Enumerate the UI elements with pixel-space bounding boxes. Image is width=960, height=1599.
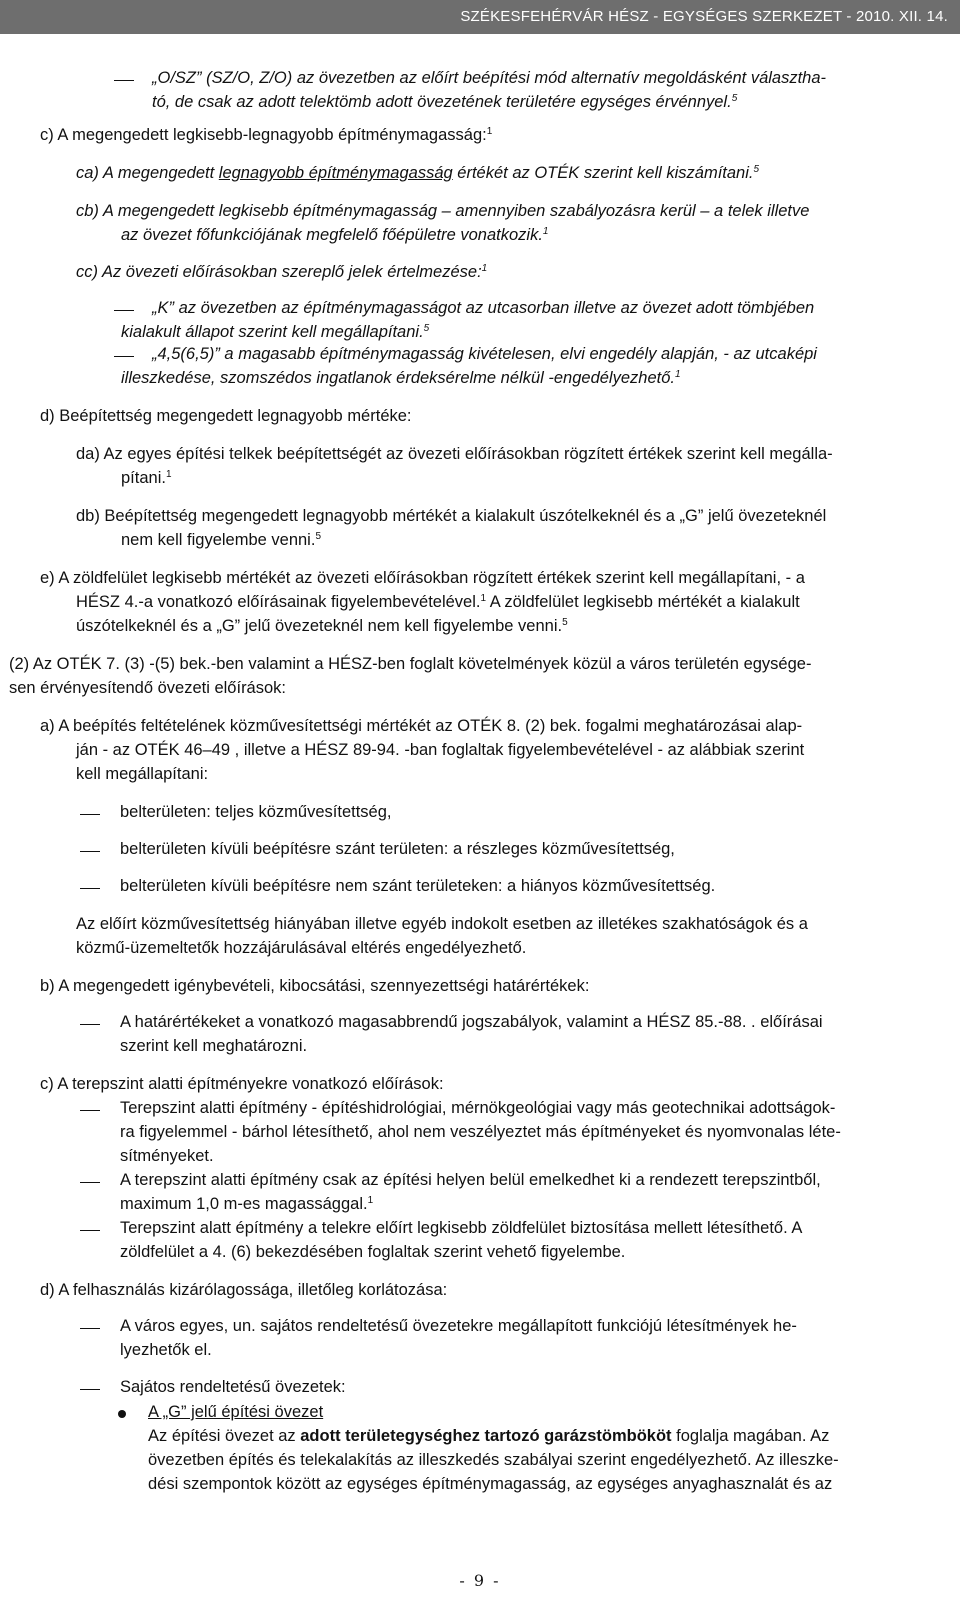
text-line: ca) A megengedett legnagyobb építménymagasság értékét az OTÉK szerint kell kiszámítani.$^5$ [76, 164, 760, 182]
dash-marker [114, 80, 134, 81]
text-line: ra figyelemmel - bárhol létesíthető, ahol nem veszélyeztet más építményeket és nyomvonalas léte- [120, 1123, 841, 1141]
text-line: övezetben építés és telekalakítás az illeszkedés szabályai szerint engedélyezhető. Az illeszke- [148, 1451, 839, 1469]
text-line: sítményeket. [120, 1147, 214, 1165]
text-line: pítani.$^1$ [121, 469, 172, 487]
text-line: (2) Az OTÉK 7. (3) -(5) bek.-ben valamint a HÉSZ-ben foglalt követelmények közül a város területén egysége- [9, 655, 812, 673]
dash-marker [80, 814, 100, 815]
text-line: c) A terepszint alatti építményekre vonatkozó előírások: [40, 1075, 444, 1093]
text-line: da) Az egyes építési telkek beépítettségét az övezeti előírásokban rögzített értékek szerint kell megálla- [76, 445, 833, 463]
text-line: b) A megengedett igénybevételi, kibocsátási, szennyezettségi határértékek: [40, 977, 590, 995]
text-line: tó, de csak az adott telektömb adott övezetének területére egységes érvénnyel.$^5$ [152, 93, 738, 111]
text-line: „O/SZ” (SZ/O, Z/O) az övezetben az előírt beépítési mód alternatív megoldásként választha- [152, 69, 827, 87]
text-line: lyezhetők el. [120, 1341, 212, 1359]
dash-marker [80, 1182, 100, 1183]
text-line: „K” az övezetben az építménymagasságot az utcasorban illetve az övezet adott tömbjében [152, 299, 815, 317]
text-line: nem kell figyelembe venni.$^5$ [121, 531, 321, 549]
text-line: „4,5(6,5)” a magasabb építménymagasság kivételesen, elvi engedély alapján, - az utcaképi [152, 345, 817, 363]
header-bar [0, 0, 960, 34]
text-line: e) A zöldfelület legkisebb mértékét az övezeti előírásokban rögzített értékek szerint kell megállapítani, - a [40, 569, 805, 587]
text-line: maximum 1,0 m-es magassággal.$^1$ [120, 1195, 374, 1213]
text-line: szerint kell meghatározni. [120, 1037, 308, 1055]
text-line: A „G” jelű építési övezet [148, 1403, 324, 1421]
text-line: HÉSZ 4.-a vonatkozó előírásainak figyelembevételével.$^1$ A zöldfelület legkisebb mértékét a kialakult [76, 593, 800, 611]
text-line: belterületen kívüli beépítésre szánt területen: a részleges közművesítettség, [120, 840, 675, 858]
dash-marker [80, 1328, 100, 1329]
text-line: Sajátos rendeltetésű övezetek: [120, 1378, 346, 1396]
text-line: közmű-üzemeltetők hozzájárulásával eltérés engedélyezhető. [76, 939, 527, 957]
dash-marker [80, 1389, 100, 1390]
dash-marker [80, 851, 100, 852]
dash-marker [80, 1110, 100, 1111]
dash-marker [80, 1024, 100, 1025]
text-line: A határértékeket a vonatkozó magasabbrendű jogszabályok, valamint a HÉSZ 85.-88. . előírásai [120, 1013, 823, 1031]
text-line: kell megállapítani: [76, 765, 209, 783]
dash-marker [114, 310, 134, 311]
text-line: úszótelkeknél és a „G” jelű övezeteknél nem kell figyelembe venni.$^5$ [76, 617, 568, 635]
text-line: cb) A megengedett legkisebb építménymagasság – amennyiben szabályozásra kerül – a telek illetve [76, 202, 810, 220]
text-line: az övezet főfunkciójának megfelelő főépületre vonatkozik.$^1$ [121, 226, 549, 244]
text-line: sen érvényesítendő övezeti előírások: [9, 679, 286, 697]
bullet-icon [118, 1410, 126, 1418]
text-line: belterületen: teljes közművesítettség, [120, 803, 392, 821]
page-number: - 9 - [459, 1571, 501, 1590]
text-line: belterületen kívüli beépítésre nem szánt területeken: a hiányos közművesítettség. [120, 877, 716, 895]
text-line: db) Beépítettség megengedett legnagyobb mértékét a kialakult úszótelkeknél és a „G” jelű övezeteknél [76, 507, 827, 525]
text-line: Terepszint alatti építmény - építéshidrológiai, mérnökgeológiai vagy más geotechnikai adottságok- [120, 1099, 836, 1117]
text-line: cc) Az övezeti előírásokban szereplő jelek értelmezése:$^1$ [76, 263, 488, 281]
text-line: A város egyes, un. sajátos rendeltetésű övezetekre megállapított funkciójú létesítmények he- [120, 1317, 797, 1335]
text-line: d) A felhasználás kizárólagossága, illetőleg korlátozása: [40, 1281, 448, 1299]
text-line: d) Beépítettség megengedett legnagyobb mértéke: [40, 407, 412, 425]
text-line: kialakult állapot szerint kell megállapítani.$^5$ [121, 323, 430, 341]
text-line: illeszkedése, szomszédos ingatlanok érdeksérelme nélkül -engedélyezhető.$^1$ [121, 369, 681, 387]
text-line: a) A beépítés feltételének közművesítettségi mértékét az OTÉK 8. (2) bek. fogalmi meghatározásai alap- [40, 717, 803, 735]
text-line: Terepszint alatt építmény a telekre előírt legkisebb zöldfelület biztosítása mellett létesíthető. A [120, 1219, 803, 1237]
dash-marker [80, 888, 100, 889]
text-line: Az építési övezet az adott területegységhez tartozó garázstömbököt foglalja magában. Az [148, 1427, 830, 1445]
text-line: A terepszint alatti építmény csak az építési helyen belül emelkedhet ki a rendezett terepszintből, [120, 1171, 821, 1189]
dash-marker [114, 356, 134, 357]
text-line: dési szempontok között az egységes építménymagasság, az egységes anyaghasznalát és az [148, 1475, 833, 1493]
header-title: SZÉKESFEHÉRVÁR HÉSZ - EGYSÉGES SZERKEZET - 2010. XII. 14. [460, 8, 948, 25]
text-line: Az előírt közművesítettség hiányában illetve egyéb indokolt esetben az illetékes szakhatóságok és a [76, 915, 808, 933]
text-line: ján - az OTÉK 46–49 , illetve a HÉSZ 89-94. -ban foglaltak figyelembevételével - az alábbiak szerint [76, 741, 805, 759]
text-line: zöldfelület a 4. (6) bekezdésében foglaltak szerint vehető figyelembe. [120, 1243, 626, 1261]
dash-marker [80, 1230, 100, 1231]
text-line: c) A megengedett legkisebb-legnagyobb építménymagasság:$^1$ [40, 126, 493, 144]
